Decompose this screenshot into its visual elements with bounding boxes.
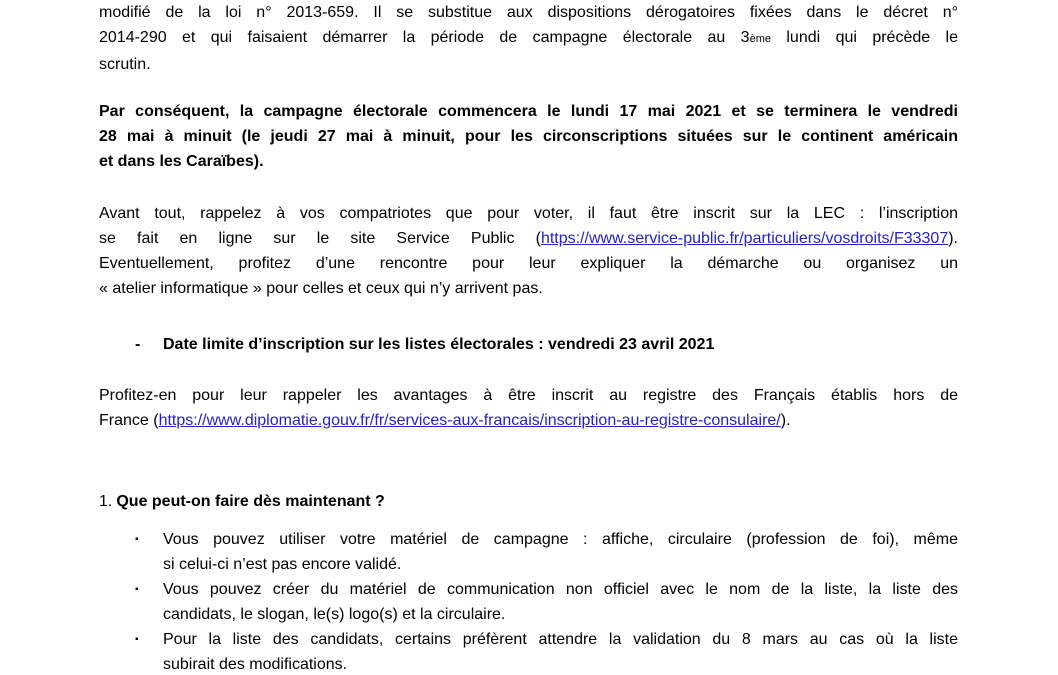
text-run: Pour la liste des candidats, certains préfèrent attendre la validation du 8 mars au cas où la liste [163, 631, 958, 648]
text-run: Date limite d’inscription sur les listes électorales : vendredi 23 avril 2021 [163, 336, 715, 353]
text-run: Vous pouvez utiliser votre matériel de campagne : affiche, circulaire (profession de foi), même [163, 531, 958, 548]
list-item-text [163, 627, 958, 675]
heading-number: 1. [99, 493, 113, 510]
text-line [99, 52, 958, 77]
list-item [135, 627, 958, 675]
text-run: Vous pouvez créer du matériel de communication non officiel avec le nom de la liste, la liste des [163, 581, 958, 598]
text-run: Eventuellement, profitez d’une rencontre pour leur expliquer la démarche ou organisez un [99, 255, 958, 272]
text-line [163, 602, 958, 627]
text-run: France ( [99, 412, 159, 429]
text-line [99, 25, 958, 52]
square-bullet-icon: ▪ [135, 584, 139, 595]
text-run: se fait en ligne sur le site Service Public ( [99, 230, 541, 247]
text-run: ). [948, 230, 958, 247]
text-run: modifié de la loi n° 2013-659. Il se substitue aux dispositions dérogatoires fixées dans le décret n° [99, 4, 958, 21]
text-run: lundi qui précède le [770, 29, 958, 46]
text-run: scrutin. [99, 56, 151, 73]
text-line [99, 408, 958, 433]
list-item-text [163, 332, 958, 357]
text-line [163, 527, 958, 552]
text-run: Profitez-en pour leur rappeler les avantages à être inscrit au registre des Français établis hors de [99, 387, 958, 404]
text-line [99, 99, 958, 124]
text-line [99, 124, 958, 149]
paragraph-decret-intro [99, 0, 958, 77]
text-line [99, 201, 958, 226]
text-run: ). [780, 412, 791, 429]
dash-bullet-icon: - [135, 336, 141, 353]
list-item-text [163, 527, 958, 577]
text-run: Par conséquent, la campagne électorale commencera le lundi 17 mai 2021 et se terminera le vendredi [99, 103, 958, 120]
text-run: 28 mai à minuit (le jeudi 27 mai à minuit, pour les circonscriptions situées sur le continent américain [99, 128, 958, 145]
text-line [163, 552, 958, 577]
hyperlink[interactable]: https://www.service-public.fr/particuliers/vosdroits/F33307 [540, 230, 949, 247]
text-run: si celui-ci n’est pas encore validé. [163, 556, 402, 573]
square-bullet-icon: ▪ [135, 534, 139, 545]
text-run: 2014-290 et qui faisaient démarrer la période de campagne électorale au 3 [99, 29, 750, 46]
section-heading-1 [99, 489, 958, 514]
text-run: subirait des modifications. [163, 656, 348, 673]
text-line [99, 226, 958, 251]
list-item-text [163, 577, 958, 627]
text-line [163, 577, 958, 602]
paragraph-lec-inscription [99, 201, 958, 301]
text-run: et dans les Caraïbes). [99, 153, 264, 170]
text-run: Avant tout, rappelez à vos compatriotes que pour voter, il faut être inscrit sur la LEC : l’inscription [99, 205, 958, 222]
text-line [99, 383, 958, 408]
hyperlink[interactable]: https://www.diplomatie.gouv.fr/fr/services-aux-francais/inscription-au-registre-consulaire/ [158, 412, 781, 429]
text-line [99, 149, 958, 174]
text-line [163, 627, 958, 652]
paragraph-registre-consulaire [99, 383, 958, 433]
paragraph-campaign-dates [99, 99, 958, 174]
ordinal-suffix: ème [749, 33, 771, 45]
list-item-date-limite [135, 332, 958, 357]
text-line [163, 332, 958, 357]
heading-title: Que peut-on faire dès maintenant ? [116, 493, 385, 510]
text-line [99, 251, 958, 276]
text-line [163, 652, 958, 675]
bullet-list [99, 527, 958, 675]
text-line [99, 0, 958, 25]
list-item [135, 577, 958, 627]
text-line [99, 276, 958, 301]
square-bullet-icon: ▪ [135, 634, 139, 645]
list-item [135, 527, 958, 577]
text-run: candidats, le slogan, le(s) logo(s) et la circulaire. [163, 606, 506, 623]
text-run: « atelier informatique » pour celles et ceux qui n’y arrivent pas. [99, 280, 543, 297]
